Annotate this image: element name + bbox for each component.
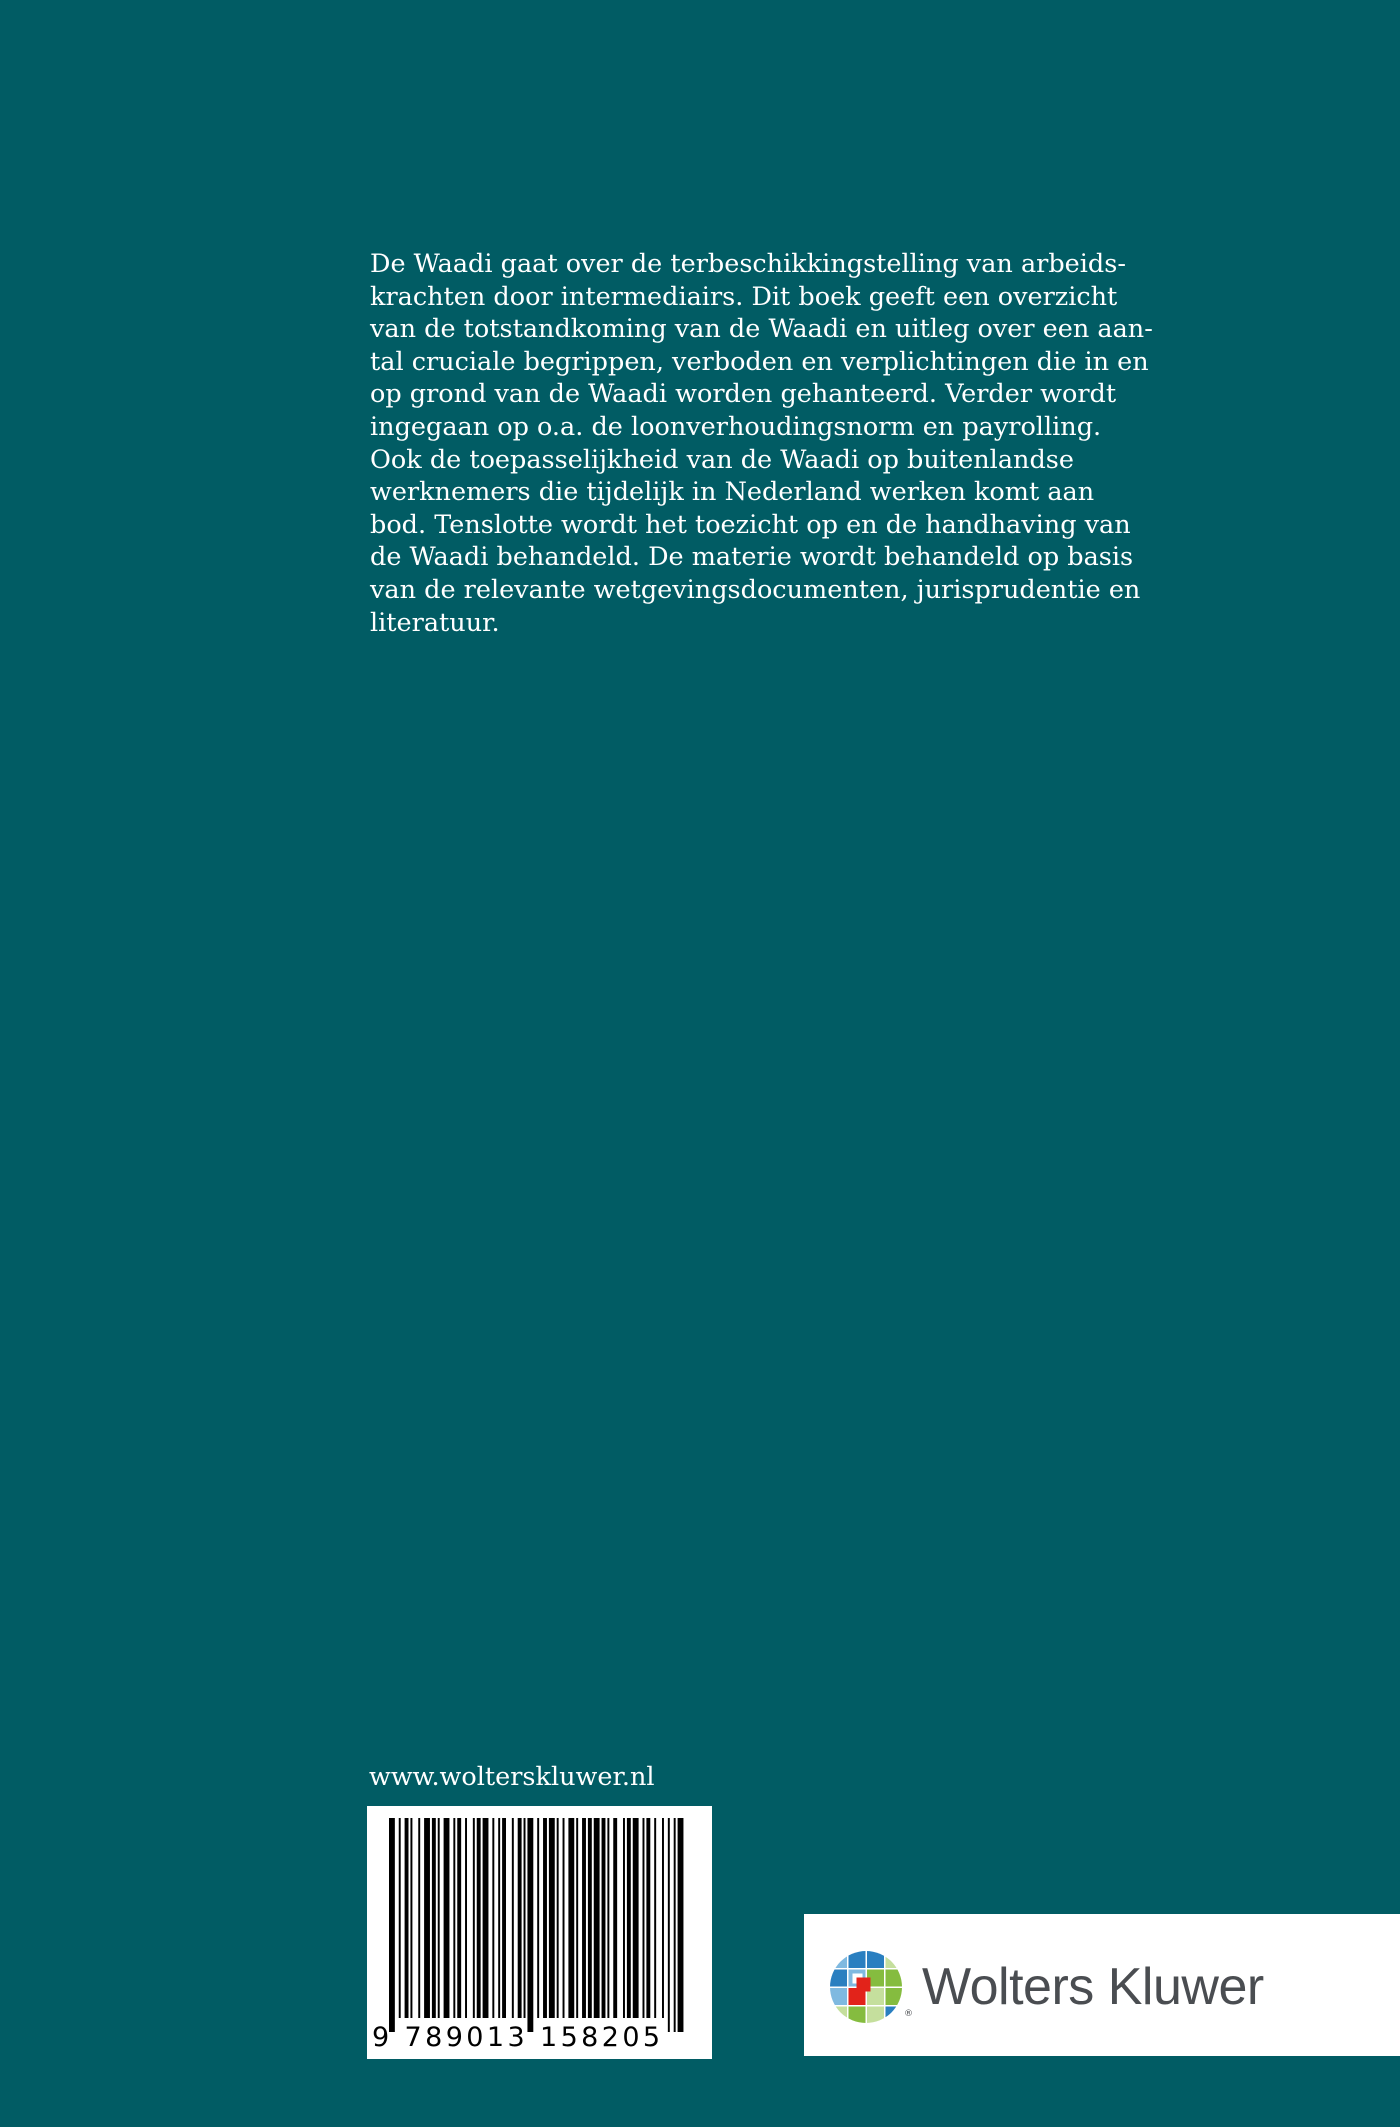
barcode-bar (633, 1818, 639, 2018)
blurb-line: krachten door intermediairs. Dit boek geeft een overzicht (370, 281, 1118, 312)
barcode-bar (588, 1818, 592, 2018)
barcode-bar (524, 1818, 526, 2018)
logo-tile (830, 1970, 847, 1987)
blurb-text (370, 248, 1153, 639)
blurb-line: tal cruciale begrippen, verboden en verplichtingen die in en (370, 346, 1149, 377)
barcode-bar (518, 1818, 522, 2018)
barcode-bar (438, 1818, 440, 2018)
barcode-bar (453, 1818, 455, 2018)
barcode-bar (594, 1818, 600, 2018)
logo-center-tile (857, 1978, 871, 1992)
publisher-name: Wolters Kluwer (922, 1958, 1264, 2016)
barcode-bar (674, 1818, 676, 2032)
registered-mark: ® (904, 2009, 913, 2019)
blurb-line: De Waadi gaat over de terbeschikkingstelling van arbeids- (370, 249, 1126, 279)
barcode-bar (537, 1818, 539, 2018)
barcode-bar (465, 1818, 467, 2018)
barcode-bar (678, 1818, 684, 2032)
barcode-bar (405, 1818, 409, 2018)
isbn-number: 9 789013 158205 (372, 2022, 664, 2053)
blurb-line: ingegaan op o.a. de loonverhoudingsnorm en payrolling. (370, 411, 1102, 442)
blurb-line: literatuur. (370, 607, 500, 638)
barcode-bar (576, 1818, 578, 2018)
barcode-bar (563, 1818, 565, 2018)
logo-tile (867, 1951, 884, 1968)
logo-tile (830, 2007, 847, 2024)
blurb-line: werknemers die tijdelijk in Nederland werken komt aan (370, 477, 1095, 508)
blurb-line: van de relevante wetgevingsdocumenten, jurisprudentie en (370, 574, 1141, 605)
barcode-bar (613, 1818, 617, 2018)
barcode-bar (483, 1818, 489, 2018)
barcode-bar (432, 1818, 436, 2018)
barcode-bar (623, 1818, 625, 2018)
publisher-website[interactable]: www.wolterskluwer.nl (369, 1762, 655, 1792)
barcode-bar (602, 1818, 606, 2018)
publisher-logo (804, 1914, 1400, 2056)
barcode-bar (498, 1818, 500, 2018)
blurb-line: de Waadi behandeld. De materie wordt behandeld op basis (370, 542, 1134, 573)
logo-tile (867, 2007, 884, 2024)
wolters-kluwer-logo-icon (830, 1951, 902, 2023)
barcode-bar (424, 1818, 430, 2018)
barcode-bar (643, 1818, 645, 2018)
barcode-bar (568, 1818, 574, 2018)
isbn-barcode (367, 1806, 712, 2059)
barcode-bar (512, 1818, 514, 2018)
barcode-bar (607, 1818, 609, 2018)
barcode-bar (662, 1818, 664, 2018)
blurb-line: van de totstandkoming van de Waadi en uitleg over een aan- (370, 314, 1153, 345)
barcode-bar (418, 1818, 420, 2018)
logo-tile (886, 1970, 903, 1987)
barcode-bar (543, 1818, 547, 2018)
logo-tile (886, 1988, 903, 2005)
barcode-bar (473, 1818, 475, 2018)
logo-tile (830, 1988, 847, 2005)
blurb-line: Ook de toepasselijkheid van de Waadi op buitenlandse (370, 444, 1074, 475)
barcode-bar (444, 1818, 450, 2018)
barcode-bar (457, 1818, 461, 2018)
logo-tile (849, 2007, 866, 2024)
blurb-line: op grond van de Waadi worden gehanteerd. Verder wordt (370, 379, 1117, 410)
barcode-bar (557, 1818, 559, 2018)
barcode-bar (389, 1818, 395, 2032)
barcode-bar (492, 1818, 494, 2018)
barcode-bar (654, 1818, 656, 2018)
barcode-bar (477, 1818, 481, 2018)
barcode-bar (527, 1818, 533, 2032)
barcode-bar (668, 1818, 670, 2032)
barcode-bar (399, 1818, 401, 2018)
barcode-bar (646, 1818, 650, 2018)
logo-tile (886, 2007, 903, 2024)
logo-tile (849, 1951, 866, 1968)
barcode-bar (549, 1818, 555, 2018)
logo-tile (830, 1951, 847, 1968)
barcode-bar (627, 1818, 631, 2018)
barcode-bar (582, 1818, 586, 2018)
logo-tile (886, 1951, 903, 1968)
barcode-bar (502, 1818, 506, 2018)
barcode-bar (410, 1818, 412, 2018)
blurb-line: bod. Tenslotte wordt het toezicht op en de handhaving van (370, 509, 1131, 540)
